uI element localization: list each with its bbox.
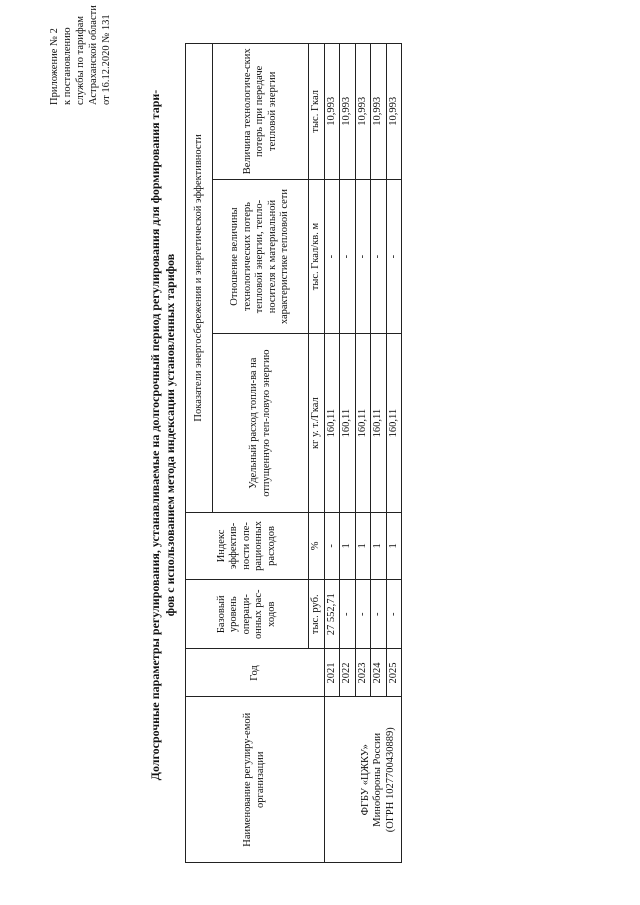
cell-ratio: - [386,179,402,334]
cell-ratio: - [340,179,356,334]
appendix-note [48,0,113,105]
appendix-line: Приложение № 2 [49,28,60,105]
unit-base: тыс. руб. [309,580,325,649]
cell-loss: 10,993 [324,44,340,180]
cell-fuel: 160,11 [355,334,371,512]
parameters-table [185,43,402,863]
header-year: Год [186,649,325,697]
cell-fuel: 160,11 [324,334,340,512]
header-base-level: Базовый уровень операци-онных рас-ходов [186,580,309,649]
cell-base: 27 552,71 [324,580,340,649]
cell-ratio: - [324,179,340,334]
unit-fuel: кг у. т./Гкал [309,334,325,512]
title-line-2: фов с использованием метода индексации установленных тарифов [163,253,177,617]
header-energy-group: Показатели энергосбережения и энергетической эффективности [186,44,213,513]
cell-base: - [371,580,387,649]
cell-year: 2024 [371,649,387,697]
cell-base: - [355,580,371,649]
cell-loss: 10,993 [371,44,387,180]
document-title [148,25,178,845]
appendix-line: службы по тарифам [75,16,86,105]
cell-ratio: - [371,179,387,334]
org-name-line: Минобороны России [372,732,383,827]
org-name-cell [324,697,402,863]
header-loss-ratio: Отношение величины технологических потерь тепловой энергии, тепло-носителя к материальной характеристике тепловой сети [213,179,309,334]
cell-fuel: 160,11 [340,334,356,512]
cell-year: 2025 [386,649,402,697]
cell-loss: 10,993 [355,44,371,180]
cell-loss: 10,993 [386,44,402,180]
cell-index: - [324,512,340,579]
cell-year: 2023 [355,649,371,697]
unit-index: % [309,512,325,579]
cell-loss: 10,993 [340,44,356,180]
cell-fuel: 160,11 [371,334,387,512]
header-fuel-consumption: Удельный расход топли-ва на отпущенную теп-ловую энергию [213,334,309,512]
appendix-line: Астраханской области [88,5,99,105]
cell-base: - [386,580,402,649]
title-line-1: Долгосрочные параметры регулирования, устанавливаемые на долгосрочный период регулирования для формирования тари- [148,89,162,781]
cell-year: 2021 [324,649,340,697]
header-row-top [186,44,213,863]
header-efficiency-index: Индекс эффектив-ности опе-рационных расходов [186,512,309,579]
cell-index: 1 [386,512,402,579]
org-name-line: (ОГРН 1027700430889) [384,727,396,833]
cell-index: 1 [371,512,387,579]
unit-ratio: тыс. Гкал/кв. м [309,179,325,334]
cell-ratio: - [355,179,371,334]
cell-base: - [340,580,356,649]
header-org: Наименование регулиру-емой организации [186,697,325,863]
unit-loss: тыс. Гкал [309,44,325,180]
cell-fuel: 160,11 [386,334,402,512]
appendix-line: от 16.12.2020 № 131 [101,14,112,105]
org-name-line: ФГБУ «ЦЖКУ» [359,744,371,816]
appendix-line: к постановлению [62,27,73,105]
table-row [324,44,340,863]
header-heat-loss: Величина технологиче-ских потерь при передаче тепловой энергии [213,44,309,180]
cell-year: 2022 [340,649,356,697]
cell-index: 1 [340,512,356,579]
cell-index: 1 [355,512,371,579]
